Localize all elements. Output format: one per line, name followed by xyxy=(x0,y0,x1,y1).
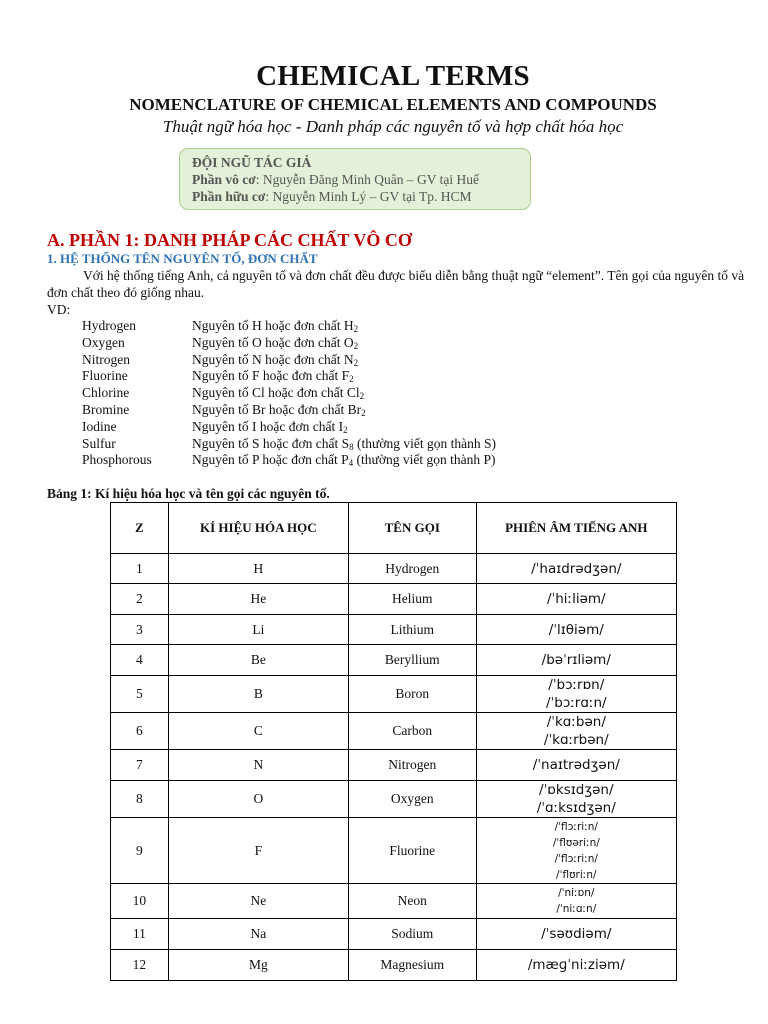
cell-z: 3 xyxy=(111,615,169,645)
example-row xyxy=(82,335,496,352)
ipa-pronunciation: /ˈbɔːrɑːn/ xyxy=(546,695,607,711)
example-english-name: Fluorine xyxy=(82,368,128,384)
cell-ipa xyxy=(476,919,676,950)
cell-name: Nitrogen xyxy=(348,750,476,781)
table-row xyxy=(111,884,677,919)
cell-ipa xyxy=(476,818,676,884)
cell-name: Neon xyxy=(348,884,476,919)
example-description xyxy=(192,352,358,367)
example-desc-text: Nguyên tố H hoặc đơn chất H xyxy=(192,318,354,333)
ipa-pronunciation: /ˈflɔːriːn/ xyxy=(554,820,598,833)
cell-ipa xyxy=(476,884,676,919)
intro-text: Với hệ thống tiếng Anh, cả nguyên tố và đơn chất đều được biểu diễn bằng thuật ngữ “element”. Tên gọi của nguyên tố và đơn chất theo đó giống nhau. xyxy=(47,268,745,300)
cell-symbol: Na xyxy=(168,919,348,950)
table-row xyxy=(111,919,677,950)
example-note: (thường viết gọn thành S) xyxy=(353,435,496,451)
cell-z: 4 xyxy=(111,645,169,676)
header-symbol: KÍ HIỆU HÓA HỌC xyxy=(168,503,348,554)
example-row xyxy=(82,402,496,419)
header-z: Z xyxy=(111,503,169,554)
cell-ipa xyxy=(476,615,676,645)
cell-name: Beryllium xyxy=(348,645,476,676)
cell-symbol: B xyxy=(168,676,348,713)
ipa-pronunciation: /ˈlɪθiəm/ xyxy=(548,621,604,638)
author-inorganic-label: Phần vô cơ xyxy=(192,172,256,187)
example-description xyxy=(192,385,364,400)
cell-z: 12 xyxy=(111,950,169,981)
example-description xyxy=(192,335,358,350)
cell-ipa xyxy=(476,781,676,818)
author-organic-name: : Nguyễn Minh Lý – GV tại Tp. HCM xyxy=(265,189,472,204)
cell-ipa xyxy=(476,713,676,750)
ipa-pronunciation: /ˈsəʊdiəm/ xyxy=(541,926,612,942)
cell-ipa xyxy=(476,676,676,713)
cell-symbol: He xyxy=(168,584,348,615)
cell-name: Helium xyxy=(348,584,476,615)
cell-name: Lithium xyxy=(348,615,476,645)
example-english-name: Sulfur xyxy=(82,435,116,451)
table-header-row xyxy=(111,503,677,554)
cell-z: 7 xyxy=(111,750,169,781)
cell-ipa xyxy=(476,645,676,676)
example-description xyxy=(192,452,495,467)
example-desc-text: Nguyên tố Br hoặc đơn chất Br xyxy=(192,401,362,417)
example-english-name: Iodine xyxy=(82,418,117,434)
cell-z: 5 xyxy=(111,676,169,713)
example-subscript: 8 xyxy=(349,441,354,452)
table-row xyxy=(111,645,677,676)
section-a-heading: A. PHẦN 1: DANH PHÁP CÁC CHẤT VÔ CƠ xyxy=(47,230,412,250)
cell-symbol: Mg xyxy=(168,950,348,981)
table-row xyxy=(111,676,677,713)
ipa-pronunciation: /ˈflɔːriːn/ xyxy=(554,852,598,865)
table-row xyxy=(111,750,677,781)
example-subscript: 2 xyxy=(343,424,348,435)
ipa-pronunciation: /ˈnaɪtrədʒən/ xyxy=(532,757,620,773)
cell-symbol: H xyxy=(168,554,348,584)
cell-symbol: C xyxy=(168,713,348,750)
example-desc-text: Nguyên tố S hoặc đơn chất S xyxy=(192,435,350,451)
ipa-pronunciation: /ˈflʊriːn/ xyxy=(556,868,597,881)
example-row xyxy=(82,352,496,369)
example-subscript: 2 xyxy=(353,324,359,334)
cell-name: Carbon xyxy=(348,713,476,750)
example-subscript: 2 xyxy=(361,407,366,418)
cell-z: 1 xyxy=(111,554,169,584)
cell-z: 11 xyxy=(111,919,169,950)
example-desc-text: Nguyên tố I hoặc đơn chất I xyxy=(192,418,344,434)
example-description xyxy=(192,318,358,333)
example-desc-text: Nguyên tố O hoặc đơn chất O xyxy=(192,334,354,350)
author-inorganic-name: : Nguyễn Đăng Minh Quân – GV tại Huế xyxy=(255,172,479,187)
ipa-pronunciation: /bəˈrɪliəm/ xyxy=(541,652,611,668)
example-row xyxy=(82,318,496,335)
ipa-pronunciation: /ˈhaɪdrədʒən/ xyxy=(531,560,622,577)
example-subscript: 2 xyxy=(349,374,354,385)
cell-ipa xyxy=(476,950,676,981)
author-inorganic xyxy=(192,171,518,188)
ipa-pronunciation: /ˈɑːksɪdʒən/ xyxy=(536,800,616,816)
example-description xyxy=(192,368,354,383)
cell-z: 2 xyxy=(111,584,169,615)
document-subtitle: NOMENCLATURE OF CHEMICAL ELEMENTS AND COMPOUNDS xyxy=(129,95,657,114)
example-subscript: 2 xyxy=(353,357,359,368)
example-desc-text: Nguyên tố N hoặc đơn chất N xyxy=(192,351,354,367)
cell-z: 9 xyxy=(111,818,169,884)
example-english-name: Bromine xyxy=(82,401,130,417)
ipa-pronunciation: /ˈkɑːbən/ xyxy=(546,714,606,730)
ipa-pronunciation: /ˈniːɑːn/ xyxy=(556,903,597,915)
cell-ipa xyxy=(476,750,676,781)
ipa-pronunciation: /ˈbɔːrɒn/ xyxy=(548,677,605,693)
example-row xyxy=(82,385,496,402)
cell-name: Magnesium xyxy=(348,950,476,981)
section-1-heading: 1. HỆ THỐNG TÊN NGUYÊN TỐ, ĐƠN CHẤT xyxy=(47,251,318,266)
example-english-name: Hydrogen xyxy=(82,318,136,333)
intro-paragraph xyxy=(47,267,747,301)
example-english-name: Oxygen xyxy=(82,334,125,350)
example-desc-text: Nguyên tố F hoặc đơn chất F xyxy=(192,368,350,384)
table-row xyxy=(111,713,677,750)
author-organic-label: Phần hữu cơ xyxy=(192,189,266,204)
author-organic xyxy=(192,188,518,205)
cell-symbol: Ne xyxy=(168,884,348,919)
table-row xyxy=(111,584,677,615)
cell-symbol: N xyxy=(168,750,348,781)
example-row xyxy=(82,368,496,385)
cell-ipa xyxy=(476,584,676,615)
cell-z: 8 xyxy=(111,781,169,818)
vietnamese-title: Thuật ngữ hóa học - Danh pháp các nguyên tố và hợp chất hóa học xyxy=(162,117,624,136)
example-english-name: Chlorine xyxy=(82,385,130,401)
ipa-pronunciation: /ˈflʊəriːn/ xyxy=(552,836,600,849)
ipa-pronunciation: /mæɡˈniːziəm/ xyxy=(527,957,625,973)
cell-symbol: Be xyxy=(168,645,348,676)
table-row xyxy=(111,781,677,818)
authors-heading: ĐỘI NGŨ TÁC GIẢ xyxy=(192,155,312,170)
ipa-pronunciation: /ˈɒksɪdʒən/ xyxy=(539,782,614,798)
ipa-pronunciation: /ˈhiːliəm/ xyxy=(546,591,606,607)
ipa-pronunciation: /ˈkɑːrbən/ xyxy=(543,732,609,748)
example-list xyxy=(82,318,496,469)
cell-ipa xyxy=(476,554,676,584)
example-label: VD: xyxy=(47,302,71,317)
header-name: TÊN GỌI xyxy=(348,503,476,554)
example-desc-text: Nguyên tố P hoặc đơn chất P xyxy=(192,452,349,468)
cell-symbol: O xyxy=(168,781,348,818)
example-note: (thường viết gọn thành P) xyxy=(353,452,496,468)
example-description xyxy=(192,419,348,434)
table-row xyxy=(111,615,677,645)
example-row xyxy=(82,436,496,453)
cell-symbol: F xyxy=(168,818,348,884)
ipa-pronunciation: /ˈniːɒn/ xyxy=(558,887,595,899)
cell-z: 10 xyxy=(111,884,169,919)
table-row xyxy=(111,554,677,584)
document-title: CHEMICAL TERMS xyxy=(256,60,530,92)
table-caption: Bảng 1: Kí hiệu hóa học và tên gọi các nguyên tố. xyxy=(47,486,330,501)
example-description xyxy=(192,436,496,451)
header-ipa: PHIÊN ÂM TIẾNG ANH xyxy=(476,503,676,554)
example-subscript: 2 xyxy=(353,340,359,351)
authors-box xyxy=(179,148,531,210)
example-subscript: 2 xyxy=(359,391,365,402)
cell-name: Hydrogen xyxy=(348,554,476,584)
elements-table xyxy=(110,502,677,981)
cell-name: Fluorine xyxy=(348,818,476,884)
cell-symbol: Li xyxy=(168,615,348,645)
example-subscript: 4 xyxy=(348,458,354,469)
table-row xyxy=(111,818,677,884)
table-row xyxy=(111,950,677,981)
example-english-name: Nitrogen xyxy=(82,351,130,367)
example-description xyxy=(192,402,366,417)
example-english-name: Phosphorous xyxy=(82,452,152,468)
cell-name: Sodium xyxy=(348,919,476,950)
cell-name: Boron xyxy=(348,676,476,713)
example-row xyxy=(82,419,496,436)
cell-name: Oxygen xyxy=(348,781,476,818)
example-row xyxy=(82,452,496,469)
cell-z: 6 xyxy=(111,713,169,750)
example-desc-text: Nguyên tố Cl hoặc đơn chất Cl xyxy=(192,385,360,401)
